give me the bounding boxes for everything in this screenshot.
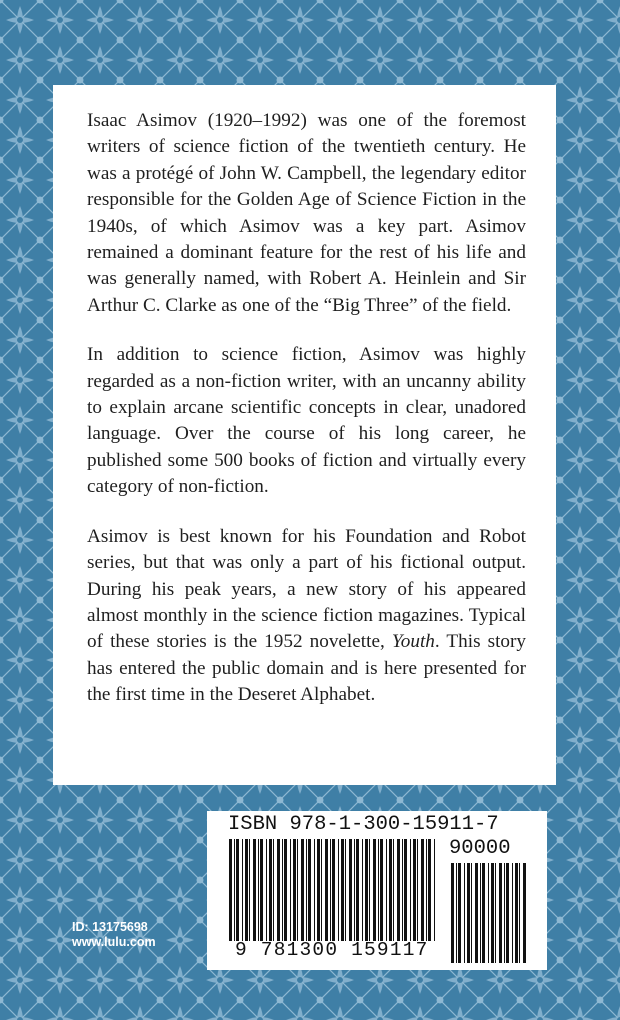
barcode-bar: [369, 839, 370, 941]
barcode-bar: [404, 839, 407, 941]
barcode-bar: [325, 839, 328, 941]
barcode-bar: [458, 863, 461, 963]
barcode-bar: [515, 863, 518, 963]
story-title: Youth: [391, 631, 435, 653]
barcode-bar: [499, 863, 502, 963]
barcode-bar: [386, 839, 387, 941]
description-panel: [53, 85, 556, 785]
barcode-bar: [365, 839, 368, 941]
barcode-bar: [426, 839, 427, 941]
barcode-bar: [480, 863, 481, 963]
paragraph-biography: Isaac Asimov (1920–1992) was one of the foremost writers of science fiction of the twentieth century. He was a protégé of John W. Campbell, the legendary editor responsible for the Golden Age of Science Fiction in the 1940s, of which Asimov was a key part. Asimov remained a dominant feature for the rest of his life and was generally named, with Robert A. Heinlein and Sir Arthur C. Clarke as one of the “Big Three” of the field.: [87, 110, 526, 316]
barcode-bar: [417, 839, 418, 941]
barcode-bar: [380, 839, 383, 941]
barcode-bar: [362, 839, 363, 941]
barcode-bar: [512, 863, 513, 963]
barcode-bar: [523, 863, 526, 963]
lulu-id-label: ID: 13175698: [72, 920, 148, 934]
barcode-bar: [467, 863, 470, 963]
barcode-bar: [373, 839, 376, 941]
barcode-bar: [306, 839, 307, 941]
barcode-bar: [269, 839, 272, 941]
paragraph-youth-before: Asimov is best known for his Foundation and Robot series, but that was only a part of his fictional output. During his peak years, a new story of his appeared almost monthly in the science fiction magazines. Typical of these stories is the 1952 novelette,: [87, 525, 526, 653]
paragraph-youth: [87, 524, 526, 709]
barcode-bar: [229, 839, 232, 941]
barcode-bar: [428, 839, 431, 941]
barcode-bar: [482, 863, 485, 963]
barcode-bar: [297, 839, 298, 941]
barcode-bar: [282, 839, 283, 941]
barcode-bar: [389, 839, 392, 941]
barcode-bar: [413, 839, 416, 941]
barcode-bar: [260, 839, 263, 941]
barcode-bar: [236, 839, 239, 941]
barcode-bar: [410, 839, 411, 941]
barcode-bar: [345, 839, 346, 941]
barcode-bar: [421, 839, 424, 941]
barcode-bar: [451, 863, 454, 963]
barcode-bar: [314, 839, 315, 941]
barcode-bar: [341, 839, 344, 941]
barcode-bar: [349, 839, 352, 941]
isbn-barcode-box: [207, 811, 547, 970]
barcode-bar: [332, 839, 335, 941]
barcode-bar: [249, 839, 250, 941]
paragraph-nonfiction: In addition to science fiction, Asimov was highly regarded as a non-fiction writer, with an uncanny ability to explain arcane scientific concepts in clear, unadored language. Over the course of his long career, he published some 500 books of fiction and virtually every category of non-fiction.: [87, 344, 526, 498]
barcode-bar: [321, 839, 322, 941]
barcode-bar: [471, 863, 472, 963]
barcode-bar: [519, 863, 520, 963]
barcode-bar: [234, 839, 235, 941]
barcode-bar: [402, 839, 403, 941]
barcode-bar: [495, 863, 496, 963]
price-code: 90000: [449, 837, 511, 860]
barcode-bar: [245, 839, 248, 941]
barcode-bar: [253, 839, 256, 941]
barcode-bar: [434, 839, 435, 941]
barcode-bar: [504, 863, 505, 963]
barcode-bar: [464, 863, 465, 963]
barcode-bar: [258, 839, 259, 941]
barcode-bar: [397, 839, 400, 941]
barcode-bar: [301, 839, 304, 941]
barcode-bar: [338, 839, 339, 941]
barcode-bar: [506, 863, 509, 963]
barcode-bar: [475, 863, 478, 963]
barcode-bar: [293, 839, 296, 941]
barcode-bar: [242, 839, 243, 941]
barcode-bar: [308, 839, 311, 941]
barcode-bar: [456, 863, 457, 963]
isbn-label: ISBN 978-1-300-15911-7: [228, 813, 499, 836]
barcode-bar: [491, 863, 494, 963]
barcode-bar: [284, 839, 287, 941]
paragraph-youth-after: . This story has entered the public domain and is here presented for the first time in the Deseret Alphabet.: [87, 631, 527, 706]
barcode-bar: [317, 839, 320, 941]
lulu-url: www.lulu.com: [72, 935, 156, 949]
barcode-bar: [273, 839, 274, 941]
barcode-bar: [290, 839, 291, 941]
lulu-id-block: [72, 920, 156, 950]
barcode-bar: [393, 839, 394, 941]
barcode-bar: [266, 839, 267, 941]
barcode-bar: [488, 863, 489, 963]
ean-digits: 9 781300 159117: [235, 939, 429, 961]
barcode-bar: [354, 839, 355, 941]
barcode-bar: [277, 839, 280, 941]
barcode-bar: [330, 839, 331, 941]
barcode-bar: [378, 839, 379, 941]
barcode-bar: [356, 839, 359, 941]
